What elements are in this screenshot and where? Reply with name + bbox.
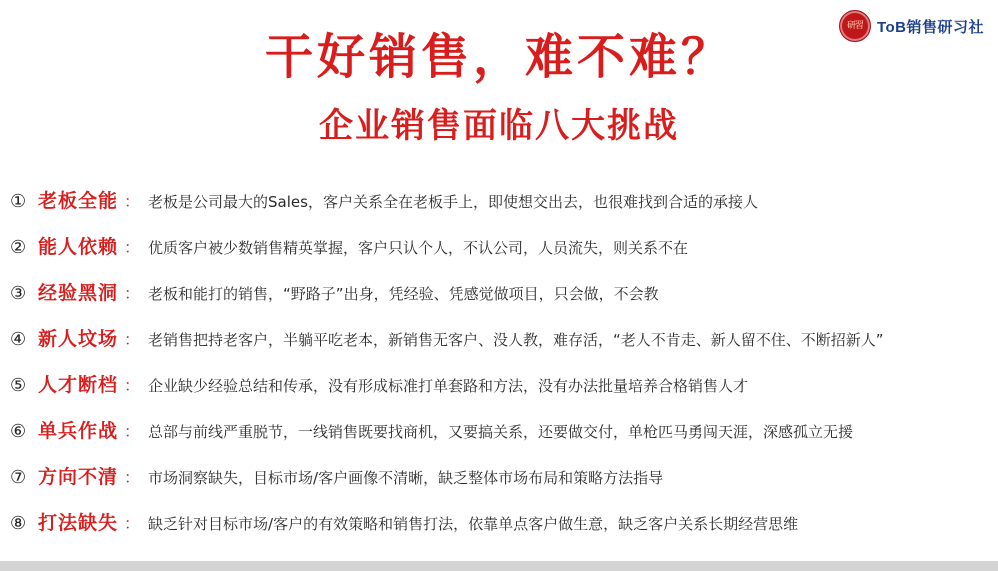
item-number: ⑤ bbox=[10, 375, 27, 396]
item-keyword: 人才断档 bbox=[38, 374, 119, 396]
item-keyword: 经验黑洞 bbox=[38, 282, 119, 304]
list-item bbox=[10, 370, 988, 416]
item-colon: ： bbox=[124, 238, 141, 257]
item-description: 市场洞察缺失，目标市场/客户画像不清晰，缺乏整体市场布局和策略方法指导 bbox=[148, 469, 664, 487]
item-number: ⑦ bbox=[10, 467, 27, 488]
item-keyword: 打法缺失 bbox=[38, 512, 119, 534]
item-description: 优质客户被少数销售精英掌握，客户只认个人，不认公司，人员流失，则关系不在 bbox=[148, 239, 689, 257]
challenge-list bbox=[10, 186, 988, 554]
item-description: 总部与前线严重脱节，一线销售既要找商机，又要搞关系，还要做交付，单枪匹马勇闯天涯，深感孤立无援 bbox=[148, 423, 854, 441]
item-keyword: 方向不清 bbox=[38, 466, 119, 488]
item-colon: ： bbox=[124, 468, 141, 487]
item-keyword: 能人依赖 bbox=[38, 236, 119, 258]
bottom-divider bbox=[0, 561, 998, 571]
item-keyword: 单兵作战 bbox=[38, 420, 119, 442]
item-description: 企业缺少经验总结和传承，没有形成标准打单套路和方法，没有办法批量培养合格销售人才 bbox=[148, 377, 749, 395]
brand-name: ToB销售研习社 bbox=[876, 18, 984, 36]
item-colon: ： bbox=[124, 422, 141, 441]
item-colon: ： bbox=[124, 514, 141, 533]
item-number: ① bbox=[10, 191, 27, 212]
item-number: ② bbox=[10, 237, 27, 258]
list-item bbox=[10, 324, 988, 370]
item-description: 老板是公司最大的Sales，客户关系全在老板手上，即使想交出去，也很难找到合适的承接人 bbox=[148, 193, 758, 211]
red-seal-icon: 研習 bbox=[839, 10, 871, 42]
page-subtitle: 企业销售面临八大挑战 bbox=[319, 106, 679, 146]
item-number: ④ bbox=[10, 329, 27, 350]
item-number: ⑥ bbox=[10, 421, 27, 442]
page-title: 干好销售，难不难？ bbox=[264, 29, 733, 85]
item-keyword: 新人坟场 bbox=[38, 328, 119, 350]
item-colon: ： bbox=[124, 284, 141, 303]
list-item bbox=[10, 508, 988, 554]
item-description: 老板和能打的销售，“野路子”出身，凭经验、凭感觉做项目，只会做，不会教 bbox=[148, 285, 659, 303]
item-description: 老销售把持老客户，半躺平吃老本，新销售无客户、没人教，难存活，“老人不肯走、新人留不住、不断招新人” bbox=[148, 331, 884, 349]
item-colon: ： bbox=[124, 192, 141, 211]
item-colon: ： bbox=[124, 330, 141, 349]
list-item bbox=[10, 278, 988, 324]
list-item bbox=[10, 462, 988, 508]
item-description: 缺乏针对目标市场/客户的有效策略和销售打法，依靠单点客户做生意，缺乏客户关系长期经营思维 bbox=[148, 515, 799, 533]
list-item bbox=[10, 186, 988, 232]
list-item bbox=[10, 232, 988, 278]
item-colon: ： bbox=[124, 376, 141, 395]
item-number: ⑧ bbox=[10, 513, 27, 534]
item-number: ③ bbox=[10, 283, 27, 304]
item-keyword: 老板全能 bbox=[38, 190, 119, 212]
list-item bbox=[10, 416, 988, 462]
